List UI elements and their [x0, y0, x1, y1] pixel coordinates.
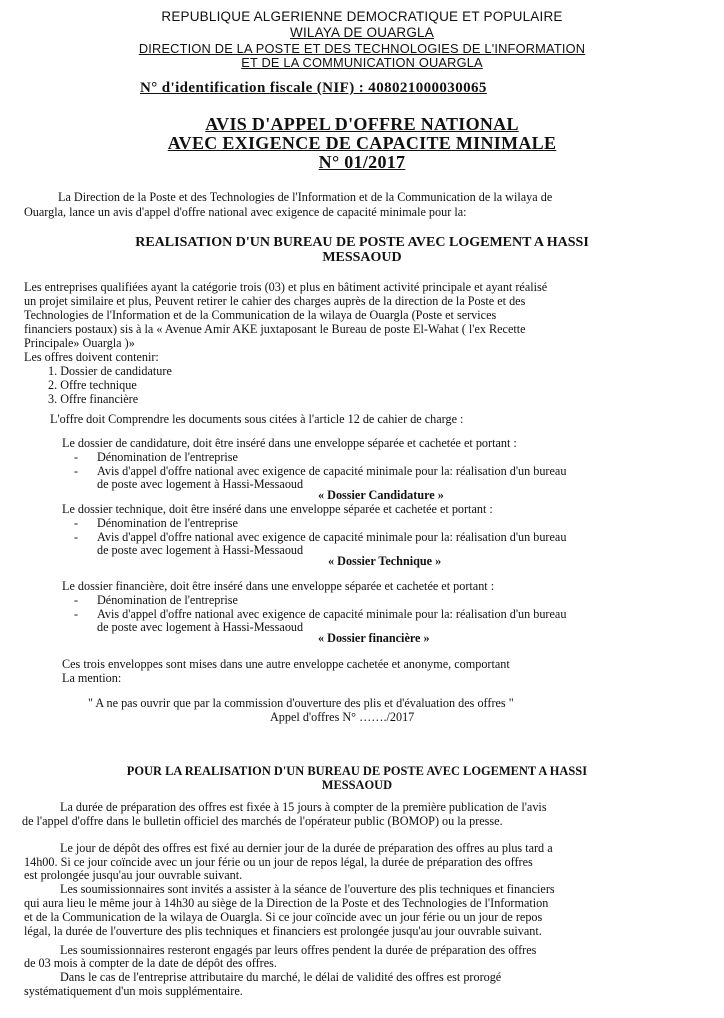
header-communication: ET DE LA COMMUNICATION OUARGLA: [241, 55, 483, 70]
object-line2: MESSAOUD: [322, 250, 402, 265]
qualif-line4: financiers postaux) sis à la « Avenue Amir AKE juxtaposant le Bureau de poste El-Wahat ( l'ex Recette: [24, 322, 526, 336]
engage-line4: systématiquement d'un mois supplémentaire.: [24, 984, 243, 998]
intro-line1: La Direction de la Poste et des Technologies de l'Information et de la Communication de la wilaya de: [58, 190, 553, 204]
offers-list-item: 2. Offre technique: [48, 378, 137, 392]
envelopes-line1: Ces trois enveloppes sont mises dans une autre enveloppe cachetée et anonyme, comportant: [62, 657, 510, 671]
fin-avis-line1: Avis d'appel d'offre national avec exigence de capacité minimale pour la: réalisation d'un bureau: [97, 607, 567, 621]
title-number: N° 01/2017: [318, 152, 406, 172]
mention-line1: " A ne pas ouvrir que par la commission d'ouverture des plis et d'évaluation des offres ": [88, 696, 514, 710]
fin-intro: Le dossier financière, doit être inséré dans une enveloppe séparée et cachetée et portant :: [62, 579, 495, 593]
qualif-line3: Technologies de l'Information et de la Communication de la wilaya de Ouargla (Poste et services: [24, 308, 497, 322]
cand-denomination: Dénomination de l'entreprise: [97, 450, 238, 464]
depot-line1: Le jour de dépôt des offres est fixé au dernier jour de la durée de préparation des offres au plus tard a: [60, 841, 553, 855]
offers-list-item: 1. Dossier de candidature: [48, 364, 172, 378]
tech-dash2: -: [74, 530, 79, 544]
header-republic: REPUBLIQUE ALGERIENNE DEMOCRATIQUE ET POPULAIRE: [161, 9, 563, 24]
object-line1: REALISATION D'UN BUREAU DE POSTE AVEC LOGEMENT A HASSI: [135, 235, 589, 250]
tech-intro: Le dossier technique, doit être inséré dans une enveloppe séparée et cachetée et portant :: [62, 502, 493, 516]
duree-line2: de l'appel d'offre dans le bulletin officiel des marchés de l'opérateur public (BOMOP) ou la presse.: [22, 814, 503, 828]
qualif-line1: Les entreprises qualifiées ayant la catégorie trois (03) et plus en bâtiment activité principale et ayant réalisé: [24, 280, 548, 294]
tech-label: « Dossier Technique »: [328, 554, 442, 568]
title-line1: AVIS D'APPEL D'OFFRE NATIONAL: [205, 114, 519, 134]
qualif-line2: un projet similaire et plus, Peuvent retirer le cahier des charges auprès de la direction de la Poste et des: [24, 294, 526, 308]
fin-avis-line2: de poste avec logement à Hassi-Messaoud: [97, 620, 304, 634]
fin-dash1: -: [74, 593, 79, 607]
duree-line1: La durée de préparation des offres est fixée à 15 jours à compter de la première publication de l'avis: [60, 800, 547, 814]
nif-line: N° d'identification fiscale (NIF) : 408021000030065: [140, 80, 487, 96]
cand-label: « Dossier Candidature »: [318, 488, 444, 502]
section2-line1: POUR LA REALISATION D'UN BUREAU DE POSTE AVEC LOGEMENT A HASSI: [126, 764, 588, 778]
seance-line2: qui aura lieu le même jour à 14h30 au siège de la Direction de la Poste et des Technologies de l'Information: [24, 896, 549, 910]
seance-line3: et de la Communication de la wilaya de Ouargla. Si ce jour coïncide avec un jour férie ou un jour de repos: [24, 910, 543, 924]
offers-list-item: 3. Offre financière: [48, 392, 139, 406]
mention-line2: Appel d'offres N° ……./2017: [270, 710, 415, 724]
cand-avis-line2: de poste avec logement à Hassi-Messaoud: [97, 477, 304, 491]
section2-line2: MESSAOUD: [321, 778, 393, 792]
engage-line2: de 03 mois à compter de la date de dépôt des offres.: [24, 956, 277, 970]
cand-avis-line1: Avis d'appel d'offre national avec exigence de capacité minimale pour la: réalisation d'un bureau: [97, 464, 567, 478]
tech-avis-line2: de poste avec logement à Hassi-Messaoud: [97, 543, 304, 557]
tech-dash1: -: [74, 516, 79, 530]
article-line: L'offre doit Comprendre les documents sous citées à l'article 12 de cahier de charge :: [50, 412, 464, 426]
engage-line3: Dans le cas de l'entreprise attributaire du marché, le délai de validité des offres est prorogé: [60, 970, 502, 984]
header-wilaya: WILAYA DE OUARGLA: [290, 25, 434, 40]
fin-denomination: Dénomination de l'entreprise: [97, 593, 238, 607]
intro-line2: Ouargla, lance un avis d'appel d'offre national avec exigence de capacité minimale pour la:: [24, 205, 467, 219]
depot-line3: est prolongée jusqu'au jour ouvrable suivant.: [24, 868, 243, 882]
tech-avis-line1: Avis d'appel d'offre national avec exigence de capacité minimale pour la: réalisation d'un bureau: [97, 530, 567, 544]
envelopes-line2: La mention:: [62, 671, 122, 685]
seance-line1: Les soumissionnaires sont invités a assister à la séance de l'ouverture des plis techniques et financiers: [60, 882, 555, 896]
cand-intro: Le dossier de candidature, doit être inséré dans une enveloppe séparée et cachetée et portant :: [62, 436, 517, 450]
header-direction: DIRECTION DE LA POSTE ET DES TECHNOLOGIES DE L'INFORMATION: [138, 41, 586, 56]
cand-dash1: -: [74, 450, 79, 464]
tech-denomination: Dénomination de l'entreprise: [97, 516, 238, 530]
qualif-line5: Principale» Ouargla )»: [24, 336, 135, 350]
cand-dash2: -: [74, 464, 79, 478]
depot-line2: 14h00. Si ce jour coïncide avec un jour férie ou un jour de repos légal, la durée de préparation des offres: [24, 855, 533, 869]
fin-dash2: -: [74, 607, 79, 621]
seance-line4: légal, la durée de l'ouverture des plis techniques et financiers est prolongée jusqu'au jour ouvrable suivant.: [24, 924, 542, 938]
qualif-line6: Les offres doivent contenir:: [24, 350, 159, 364]
engage-line1: Les soumissionnaires resteront engagés par leurs offres pendent la durée de préparation des offres: [60, 943, 537, 957]
title-line2: AVEC EXIGENCE DE CAPACITE MINIMALE: [167, 133, 557, 153]
fin-label: « Dossier financière »: [318, 631, 430, 645]
